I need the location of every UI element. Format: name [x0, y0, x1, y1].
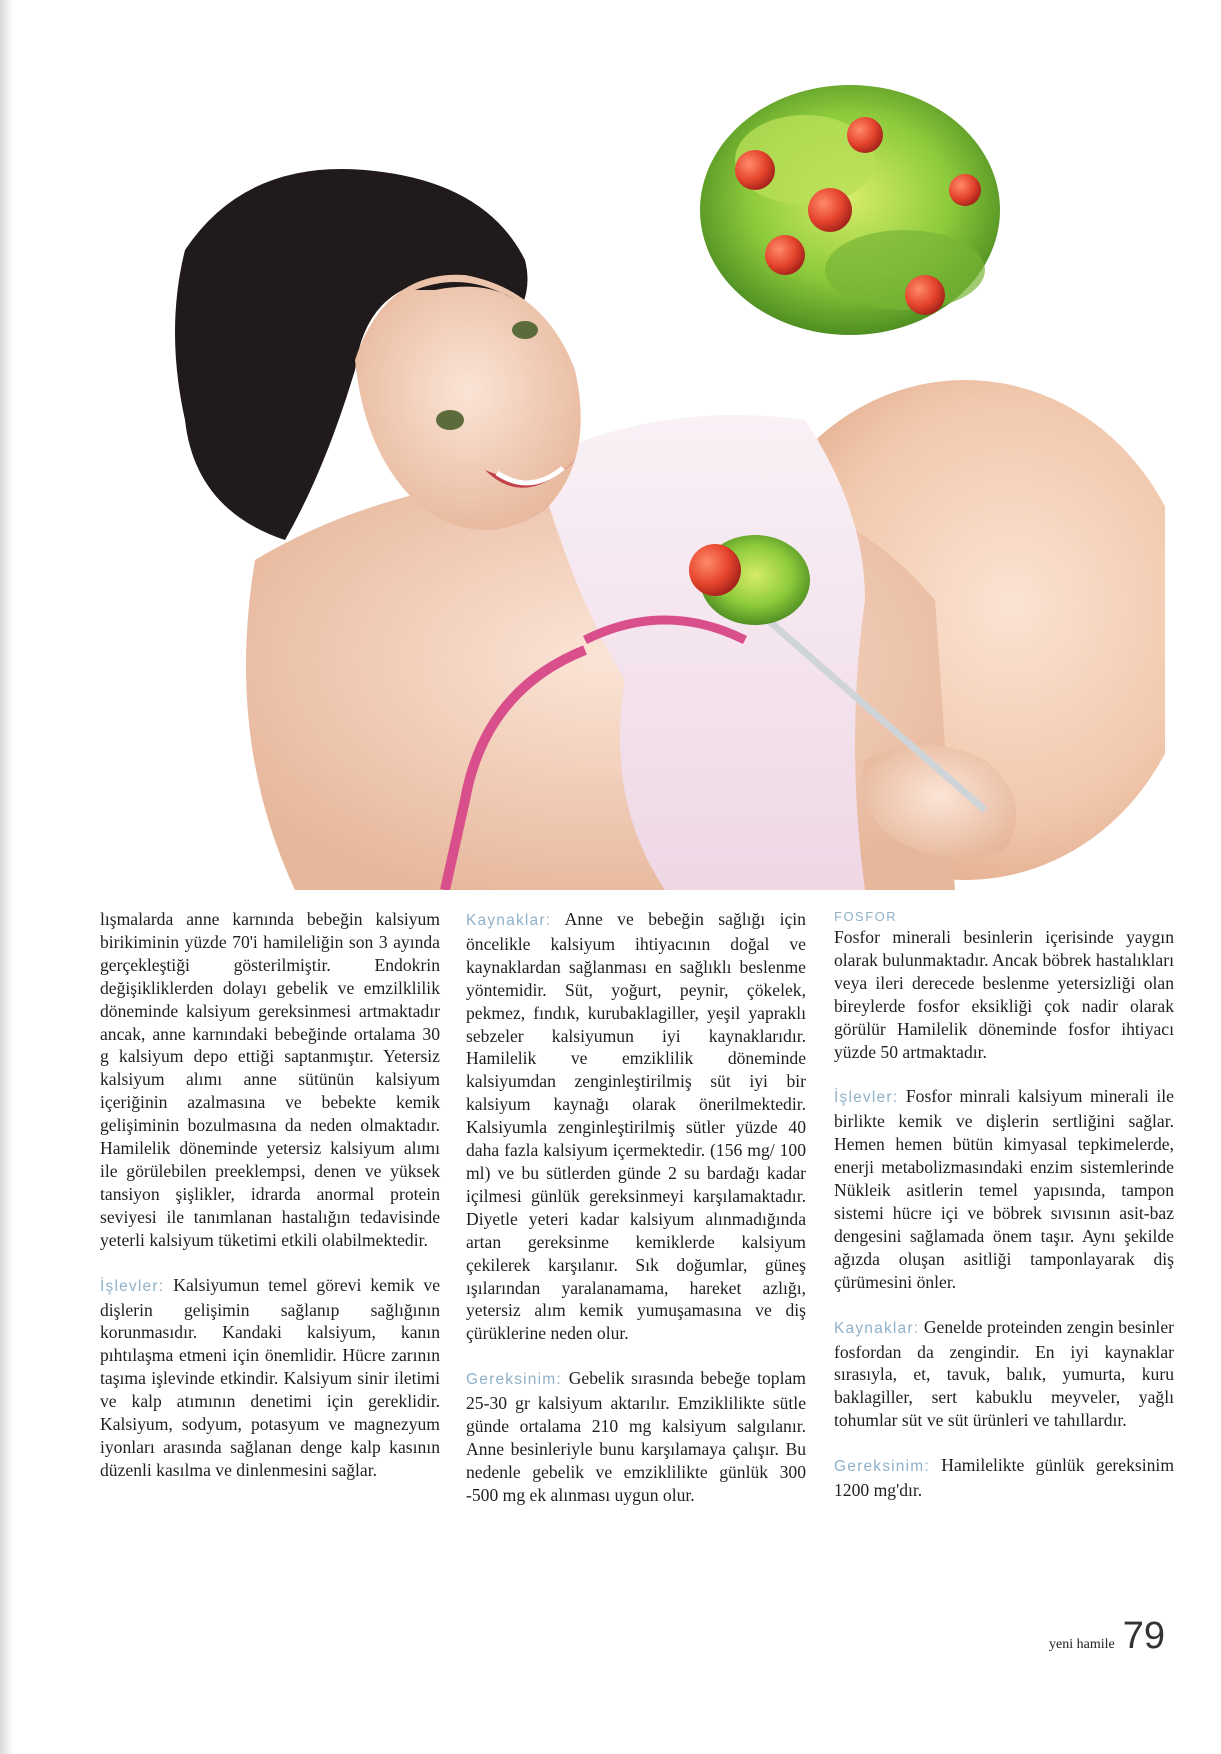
paragraph — [466, 908, 806, 1345]
text-column-1 — [100, 908, 440, 1504]
paragraph — [834, 1316, 1174, 1433]
section-heading: Kaynaklar: — [834, 1319, 920, 1337]
paragraph: lışmalarda anne karnında bebeğin kalsiyum birikiminin yüzde 70'i hamileliğin son 3 ayında gerçekleştiği gösterilmiştir. Endokrin değişikliklerden dolayı gebelik ve emzilklilik döneminde kalsiyum gereksinmesi artmaktadır ancak, anne karnındaki bebeğinde ortalama 30 g kalsiyum depo ettiği saptanmıştır. Yetersiz kalsiyum alımı anne sütünün kalsiyum içeriğinin azalmasına ve bebekte kemik gelişiminin bozulmasına da neden olmaktadır. Hamilelik döneminde yetersiz kalsiyum alımı ile görülebilen preeklempsi, denen ve yüksek tansiyon şişlikler, idrarda anormal protein seviyesi ile tanımlanan hastalığın tedavisinde yeterli kalsiyum tüketimi etkili olabilmektedir. — [100, 909, 440, 1250]
text-column-2 — [466, 908, 806, 1529]
paragraph — [100, 1274, 440, 1482]
paragraph — [834, 1085, 1174, 1293]
page-number: 79 — [1122, 1615, 1165, 1657]
paragraph-text: Fosfor minerali besinlerin içerisinde yaygın olarak bulunmaktadır. Ancak böbrek hastalıkları veya ileri derecede beslenme yetersizliği olan bireylerde fosfor eksikliği çok nadir olarak görülür Hamilelik döneminde fosfor ihtiyacı yüzde 50 artmaktadır. — [834, 927, 1174, 1062]
text-column-3 — [834, 908, 1174, 1524]
magazine-name: yeni hamile — [1049, 1637, 1115, 1652]
paragraph — [834, 1454, 1174, 1502]
paragraph — [834, 908, 1174, 1063]
section-heading: Gereksinim: — [834, 1458, 930, 1476]
pregnant-woman-salad-illustration — [105, 40, 1165, 890]
cover-photo — [105, 40, 1165, 890]
paragraph-text: Genelde proteinden zengin besinler fosfordan da zengindir. En iyi kaynaklar sırasıyla, et, tavuk, balık, yumurta, kuru baklagiller, sert kabuklu meyveler, yağlı tohumlar süt ve süt ürünleri ve tahıllardır. — [834, 1316, 1174, 1431]
section-title: FOSFOR — [834, 909, 898, 924]
section-heading: İşlevler: — [834, 1089, 899, 1107]
paragraph-text: Anne ve bebeğin sağlığı için öncelikle kalsiyum ihtiyacının doğal ve kaynaklardan sağlanması en sağlıklı beslenme yöntemidir. Süt, yoğurt, peynir, çökelek, pekmez, fındık, kurubaklagiller, yeşil yapraklı sebzeler kalsiyumun iyi kaynaklarıdır. Hamilelik ve emziklilik döneminde kalsiyumdan zenginleştirilmiş süt iyi bir kalsiyum kaynağı olarak önerilmektedir. Kalsiyumla zenginleştirilmiş sütler yüzde 40 daha fazla kalsiyum içermektedir. (156 mg/ 100 ml) ve bu sütlerden günde 2 su bardağı kadar içilmesi günlük gereksinmeyi karşılamaktadır. Diyetle yeteri kadar kalsiyum alınmadığında artan gereksinme kemiklerde kalsiyum çekilerek karşılanır. Sık doğumlar, güneş ışılarından yaralanamama, hareket azlığı, yetersiz alım kemik yumuşamasına ve diş çürüklerine neden olur. — [466, 909, 806, 1344]
section-heading: İşlevler: — [100, 1277, 165, 1295]
page-edge — [0, 0, 14, 1754]
page-footer — [1049, 1615, 1165, 1658]
paragraph-text: Kalsiyumun temel görevi kemik ve dişlerin gelişimin sağlanıp sağlığının korunmasıdır. Kandaki kalsiyum, kanın pıhtılaşma etmeni için önemlidir. Hücre zarının taşıma işlevinde etkindir. Kalsiyum sinir iletimi ve kalp atımının denetimi için gereklidir. Kalsiyum, sodyum, potasyum ve magnezyum iyonları arasında sağlanan denge kalp kasının düzenli kasılma ve dinlenmesini sağlar. — [100, 1274, 440, 1480]
paragraph-text: Gebelik sırasında bebeğe toplam 25-30 gr kalsiyum aktarılır. Emziklilikte sütle günde ortalama 210 mg kalsiyum salgılanır. Anne besinleriyle bunu karşılamaya çalışır. Bu nedenle gebelik ve emziklilikte günlük 300 -500 mg ek alınması uygun olur. — [466, 1368, 806, 1505]
paragraph — [466, 1367, 806, 1506]
section-heading: Kaynaklar: — [466, 912, 552, 929]
section-heading: Gereksinim: — [466, 1371, 562, 1389]
paragraph-text: Fosfor minrali kalsiyum minerali ile birlikte kemik ve dişlerin sertliğini sağlar. Hemen hemen bütün kimyasal tepkimelerde, enerji metabolizmasındaki enzim sistemlerinde Nükleik asitlerin temel yapısında, tampon sistemi hücre içi ve böbrek sıvısının asit-baz dengesini sağlamada önem taşır. Aynı şekilde ağızda oluşan asitliği tamponlayarak diş çürümesini önler. — [834, 1086, 1174, 1292]
paragraph-text: Hamilelikte günlük gereksinim 1200 mg'dır. — [834, 1455, 1174, 1501]
